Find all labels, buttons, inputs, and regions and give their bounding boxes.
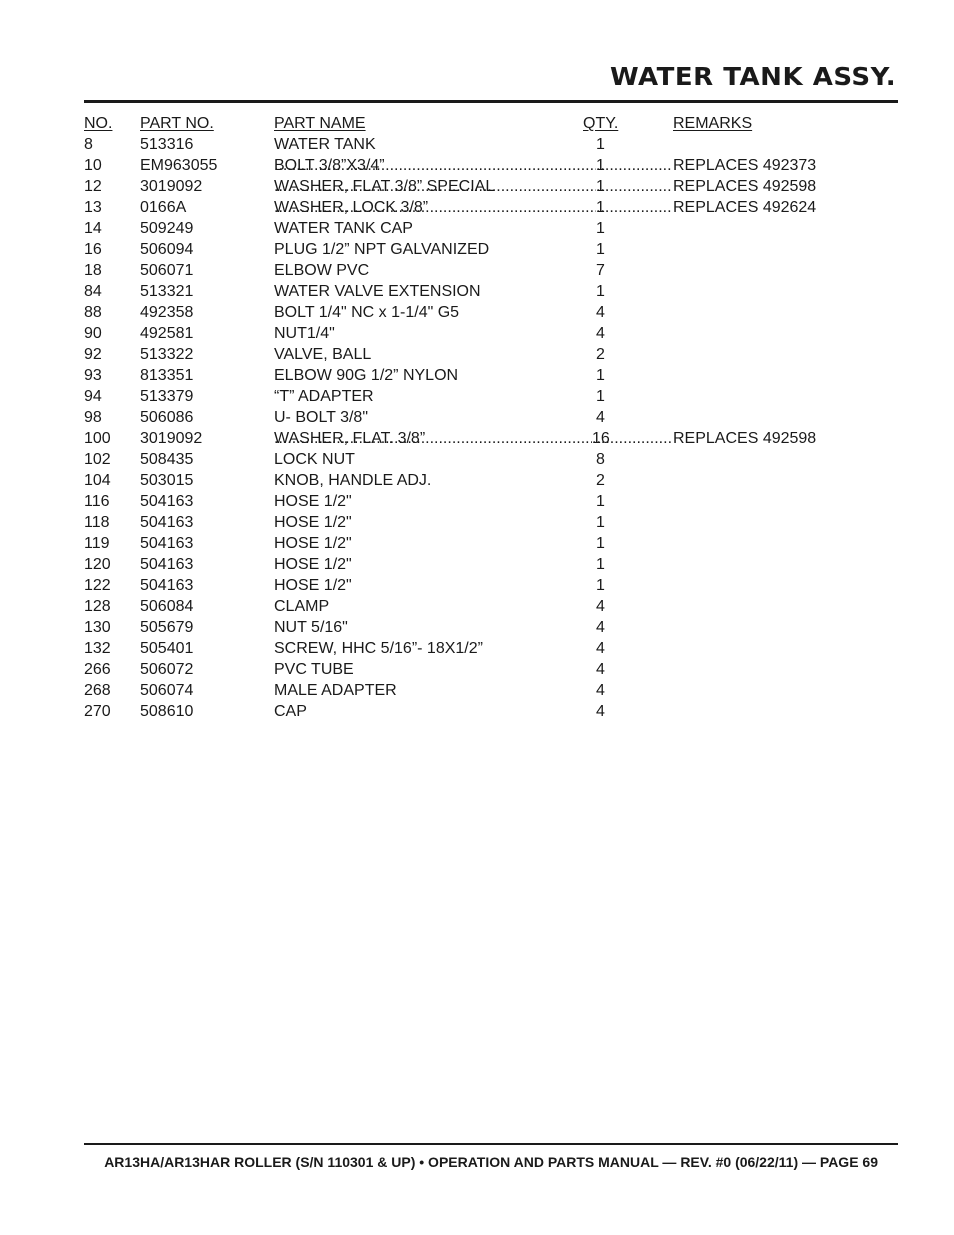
- dot-leader: [596, 197, 673, 218]
- cell-qty: 16: [592, 430, 610, 447]
- table-row: [84, 197, 824, 218]
- cell-part-no: 504163: [140, 556, 194, 573]
- table-row: [84, 449, 824, 470]
- cell-part-no: 513321: [140, 283, 194, 300]
- cell-no: 90: [84, 325, 102, 342]
- table-row: [84, 680, 824, 701]
- cell-part-name: WATER TANK: [274, 136, 376, 153]
- cell-no: 18: [84, 262, 102, 279]
- dot-leader: [596, 155, 673, 176]
- cell-qty: 4: [596, 304, 605, 321]
- cell-qty: 1: [596, 241, 605, 258]
- cell-no: 268: [84, 682, 111, 699]
- cell-part-no: 506084: [140, 598, 194, 615]
- cell-part-no: 504163: [140, 577, 194, 594]
- dot-leader: [274, 428, 592, 449]
- cell-part-name: LOCK NUT: [274, 451, 355, 468]
- cell-part-name: ELBOW 90G 1/2” NYLON: [274, 367, 459, 384]
- table-row: [84, 176, 824, 197]
- cell-part-no: 506086: [140, 409, 194, 426]
- table-row: [84, 596, 824, 617]
- table-row: [84, 701, 824, 722]
- cell-part-no: 505679: [140, 619, 194, 636]
- cell-part-no: 508435: [140, 451, 194, 468]
- cell-no: 116: [84, 493, 110, 510]
- cell-part-name: PVC TUBE: [274, 661, 354, 678]
- table-row: [84, 155, 824, 176]
- cell-part-name: “T” ADAPTER: [274, 388, 374, 405]
- cell-qty: 1: [596, 220, 605, 237]
- dot-leader: [596, 176, 673, 197]
- cell-qty: 1: [596, 535, 605, 552]
- cell-qty: 4: [596, 703, 605, 720]
- table-row: [84, 512, 824, 533]
- cell-no: 119: [84, 535, 110, 552]
- cell-part-name: NUT 5/16": [274, 619, 348, 636]
- cell-part-no: 0166A: [140, 199, 187, 216]
- cell-qty: 1: [596, 514, 605, 531]
- cell-part-no: 505401: [140, 640, 194, 657]
- cell-part-name: KNOB, HANDLE ADJ.: [274, 472, 432, 489]
- table-row: [84, 344, 824, 365]
- footer-divider: [84, 1143, 898, 1145]
- cell-qty: 2: [596, 472, 605, 489]
- cell-qty: 4: [596, 409, 605, 426]
- cell-part-name: NUT1/4": [274, 325, 335, 342]
- cell-part-no: 513379: [140, 388, 194, 405]
- cell-no: 128: [84, 598, 111, 615]
- cell-no: 98: [84, 409, 102, 426]
- cell-qty: 2: [596, 346, 605, 363]
- cell-no: 266: [84, 661, 111, 678]
- cell-no: 8: [84, 136, 93, 153]
- table-row: [84, 470, 824, 491]
- table-row: [84, 218, 824, 239]
- cell-qty: 1: [596, 493, 605, 510]
- cell-qty: 4: [596, 619, 605, 636]
- cell-remarks: REPLACES 492624: [673, 199, 817, 216]
- table-row: [84, 260, 824, 281]
- cell-part-no: 492358: [140, 304, 194, 321]
- cell-part-no: 504163: [140, 514, 194, 531]
- cell-part-name: WASHER, FLAT 3/8” SPECIAL: [274, 178, 495, 195]
- cell-part-name-leader: [274, 428, 592, 449]
- cell-part-no: 506071: [140, 262, 194, 279]
- cell-part-name: WASHER, LOCK 3/8”: [274, 199, 429, 216]
- cell-part-no: EM963055: [140, 157, 218, 174]
- cell-qty: 4: [596, 640, 605, 657]
- cell-qty: 7: [596, 262, 605, 279]
- cell-qty-leader: [596, 197, 673, 218]
- cell-part-no: 513316: [140, 136, 194, 153]
- table-row: [84, 134, 824, 155]
- cell-qty: 1: [596, 283, 605, 300]
- cell-part-no: 3019092: [140, 430, 203, 447]
- dot-leader: [274, 176, 596, 197]
- parts-table: [84, 113, 824, 722]
- table-row: [84, 365, 824, 386]
- cell-no: 92: [84, 346, 102, 363]
- cell-part-no: 506072: [140, 661, 194, 678]
- cell-no: 104: [84, 472, 111, 489]
- cell-part-name: HOSE 1/2": [274, 514, 352, 531]
- cell-part-name: BOLT 3/8”X3/4”: [274, 157, 385, 174]
- table-row: [84, 302, 824, 323]
- table-row: [84, 638, 824, 659]
- table-row: [84, 323, 824, 344]
- cell-no: 84: [84, 283, 102, 300]
- cell-qty: 4: [596, 682, 605, 699]
- dot-leader: [592, 428, 673, 449]
- cell-no: 12: [84, 178, 102, 195]
- header-part-no: PART NO.: [140, 115, 214, 132]
- cell-qty: 1: [596, 556, 605, 573]
- cell-part-name: VALVE, BALL: [274, 346, 372, 363]
- header-remarks: REMARKS: [673, 115, 753, 132]
- cell-part-name: CLAMP: [274, 598, 330, 615]
- cell-part-no: 504163: [140, 493, 194, 510]
- table-row: [84, 386, 824, 407]
- cell-part-name: HOSE 1/2": [274, 577, 352, 594]
- cell-no: 88: [84, 304, 102, 321]
- cell-part-name: SCREW, HHC 5/16”- 18X1/2”: [274, 640, 483, 657]
- cell-qty: 4: [596, 661, 605, 678]
- table-row: [84, 554, 824, 575]
- cell-part-name: PLUG 1/2” NPT GALVANIZED: [274, 241, 490, 258]
- cell-no: 118: [84, 514, 110, 531]
- table-row: [84, 491, 824, 512]
- cell-no: 122: [84, 577, 111, 594]
- page-footer: AR13HA/AR13HAR ROLLER (S/N 110301 & UP) • OPERATION AND PARTS MANUAL — REV. #0 (06/22/11) — PAGE 69: [104, 1154, 878, 1170]
- cell-part-name-leader: [274, 155, 596, 176]
- cell-part-name: MALE ADAPTER: [274, 682, 397, 699]
- table-row: [84, 239, 824, 260]
- cell-qty: 4: [596, 598, 605, 615]
- dot-leader: [274, 155, 596, 176]
- cell-no: 102: [84, 451, 111, 468]
- cell-part-no: 492581: [140, 325, 194, 342]
- cell-no: 130: [84, 619, 111, 636]
- table-row: [84, 533, 824, 554]
- table-row: [84, 617, 824, 638]
- dot-leader: [274, 197, 596, 218]
- cell-part-name: U- BOLT 3/8": [274, 409, 369, 426]
- cell-part-name: BOLT 1/4" NC x 1-1/4" G5: [274, 304, 460, 321]
- cell-qty: 1: [596, 199, 605, 216]
- cell-remarks: REPLACES 492598: [673, 178, 817, 195]
- title-divider: [84, 100, 898, 103]
- cell-no: 94: [84, 388, 102, 405]
- cell-no: 10: [84, 157, 102, 174]
- cell-remarks: REPLACES 492373: [673, 157, 817, 174]
- cell-part-no: 503015: [140, 472, 194, 489]
- cell-part-no: 506074: [140, 682, 194, 699]
- table-row: [84, 428, 824, 449]
- cell-qty: 1: [596, 577, 605, 594]
- cell-part-name: HOSE 1/2": [274, 535, 352, 552]
- cell-part-name: ELBOW PVC: [274, 262, 370, 279]
- cell-qty: 1: [596, 136, 605, 153]
- table-body: [84, 134, 824, 722]
- cell-part-name: WASHER, FLAT. 3/8”: [274, 430, 426, 447]
- cell-part-no: 508610: [140, 703, 194, 720]
- cell-part-no: 506094: [140, 241, 194, 258]
- cell-part-name: WATER VALVE EXTENSION: [274, 283, 481, 300]
- cell-part-no: 504163: [140, 535, 194, 552]
- cell-remarks: REPLACES 492598: [673, 430, 817, 447]
- cell-qty: 4: [596, 325, 605, 342]
- table-row: [84, 281, 824, 302]
- cell-qty-leader: [596, 176, 673, 197]
- cell-part-no: 813351: [140, 367, 194, 384]
- cell-qty-leader: [596, 155, 673, 176]
- cell-no: 132: [84, 640, 111, 657]
- page-title: WATER TANK ASSY.: [609, 62, 896, 91]
- cell-part-name: HOSE 1/2": [274, 556, 352, 573]
- table-header-row: [84, 113, 824, 134]
- table-row: [84, 407, 824, 428]
- cell-no: 13: [84, 199, 102, 216]
- header-no: NO.: [84, 115, 113, 132]
- cell-no: 14: [84, 220, 102, 237]
- table-row: [84, 659, 824, 680]
- cell-part-name-leader: [274, 176, 596, 197]
- cell-part-no: 3019092: [140, 178, 203, 195]
- cell-part-no: 509249: [140, 220, 194, 237]
- cell-no: 100: [84, 430, 111, 447]
- cell-part-name-leader: [274, 197, 596, 218]
- cell-qty: 1: [596, 388, 605, 405]
- cell-qty: 1: [596, 157, 605, 174]
- cell-no: 120: [84, 556, 111, 573]
- cell-no: 270: [84, 703, 111, 720]
- header-part-name: PART NAME: [274, 115, 366, 132]
- cell-part-name: HOSE 1/2": [274, 493, 352, 510]
- table-row: [84, 575, 824, 596]
- cell-no: 16: [84, 241, 102, 258]
- cell-no: 93: [84, 367, 102, 384]
- cell-qty-leader: [592, 428, 673, 449]
- cell-part-name: CAP: [274, 703, 307, 720]
- cell-qty: 8: [596, 451, 605, 468]
- cell-qty: 1: [596, 367, 605, 384]
- cell-part-name: WATER TANK CAP: [274, 220, 413, 237]
- cell-qty: 1: [596, 178, 605, 195]
- cell-part-no: 513322: [140, 346, 194, 363]
- header-qty: QTY.: [583, 115, 619, 132]
